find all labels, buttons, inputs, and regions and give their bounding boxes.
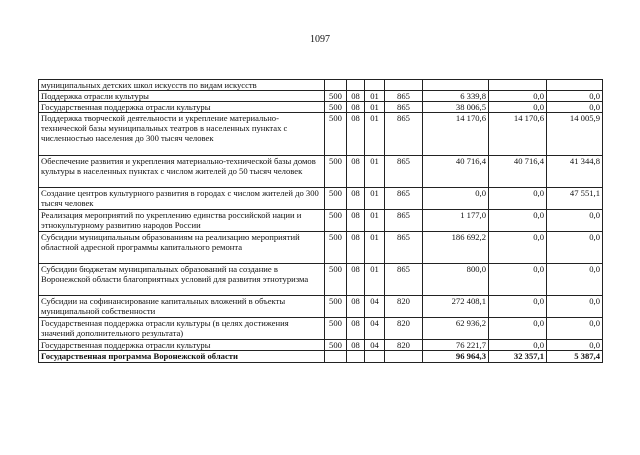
code-cell: 01 (365, 188, 385, 210)
value-cell: 0,0 (547, 296, 603, 318)
value-cell: 5 387,4 (547, 351, 603, 363)
code-cell: 865 (385, 264, 423, 296)
code-cell: 500 (325, 113, 347, 156)
value-cell: 0,0 (489, 232, 547, 264)
row-name-cell: Государственная поддержка отрасли культуры (39, 340, 325, 351)
code-cell: 01 (365, 264, 385, 296)
code-cell: 500 (325, 318, 347, 340)
code-cell: 865 (385, 91, 423, 102)
budget-table (38, 79, 603, 363)
row-name-cell: Реализация мероприятий по укреплению единства российской нации и этнокультурному развитию народов России (39, 210, 325, 232)
value-cell: 0,0 (489, 91, 547, 102)
code-cell: 08 (347, 340, 365, 351)
row-name-cell: Создание центров культурного развития в городах с числом жителей до 300 тысяч человек (39, 188, 325, 210)
value-cell: 0,0 (489, 318, 547, 340)
value-cell: 40 716,4 (489, 156, 547, 188)
code-cell: 500 (325, 188, 347, 210)
code-cell: 08 (347, 91, 365, 102)
table-row (39, 102, 603, 113)
code-cell: 04 (365, 318, 385, 340)
value-cell: 0,0 (547, 232, 603, 264)
value-cell: 0,0 (547, 318, 603, 340)
code-cell: 01 (365, 156, 385, 188)
row-name-cell: Субсидии муниципальным образованиям на реализацию мероприятий областной адресной программы капитального ремонта (39, 232, 325, 264)
code-cell: 01 (365, 91, 385, 102)
code-cell: 820 (385, 318, 423, 340)
value-cell: 38 006,5 (423, 102, 489, 113)
code-cell: 08 (347, 264, 365, 296)
value-cell: 47 551,1 (547, 188, 603, 210)
value-cell: 0,0 (489, 340, 547, 351)
code-cell: 500 (325, 156, 347, 188)
code-cell: 500 (325, 340, 347, 351)
value-cell (547, 80, 603, 91)
code-cell (325, 80, 347, 91)
code-cell: 08 (347, 188, 365, 210)
table-row (39, 318, 603, 340)
value-cell: 41 344,8 (547, 156, 603, 188)
table-row (39, 296, 603, 318)
code-cell: 500 (325, 91, 347, 102)
code-cell: 08 (347, 102, 365, 113)
row-name-cell: Поддержка творческой деятельности и укрепление материально-технической базы муниципальных театров в населенных пунктах с численностью населения до 300 тысяч человек (39, 113, 325, 156)
code-cell: 820 (385, 340, 423, 351)
value-cell: 62 936,2 (423, 318, 489, 340)
value-cell: 14 005,9 (547, 113, 603, 156)
code-cell: 08 (347, 296, 365, 318)
value-cell: 0,0 (489, 188, 547, 210)
value-cell: 1 177,0 (423, 210, 489, 232)
code-cell: 08 (347, 210, 365, 232)
table-row (39, 232, 603, 264)
value-cell: 14 170,6 (489, 113, 547, 156)
code-cell: 500 (325, 210, 347, 232)
code-cell (365, 80, 385, 91)
code-cell: 500 (325, 102, 347, 113)
value-cell: 0,0 (489, 210, 547, 232)
table-row (39, 113, 603, 156)
code-cell: 01 (365, 102, 385, 113)
value-cell: 186 692,2 (423, 232, 489, 264)
page-number: 1097 (310, 34, 330, 45)
value-cell: 800,0 (423, 264, 489, 296)
code-cell (385, 80, 423, 91)
code-cell: 865 (385, 102, 423, 113)
code-cell: 01 (365, 232, 385, 264)
value-cell: 0,0 (547, 102, 603, 113)
code-cell: 820 (385, 296, 423, 318)
code-cell: 01 (365, 113, 385, 156)
value-cell: 0,0 (547, 210, 603, 232)
code-cell (347, 80, 365, 91)
value-cell: 0,0 (423, 188, 489, 210)
table-row (39, 91, 603, 102)
code-cell: 865 (385, 156, 423, 188)
value-cell (489, 80, 547, 91)
code-cell: 865 (385, 113, 423, 156)
value-cell: 40 716,4 (423, 156, 489, 188)
row-name-cell: Государственная программа Воронежской области (39, 351, 325, 363)
row-name-cell: Государственная поддержка отрасли культуры (39, 102, 325, 113)
value-cell: 14 170,6 (423, 113, 489, 156)
total-row (39, 351, 603, 363)
value-cell: 76 221,7 (423, 340, 489, 351)
value-cell: 0,0 (489, 102, 547, 113)
code-cell: 08 (347, 113, 365, 156)
table-row (39, 188, 603, 210)
table-row (39, 264, 603, 296)
code-cell: 08 (347, 318, 365, 340)
code-cell (365, 351, 385, 363)
value-cell: 96 964,3 (423, 351, 489, 363)
value-cell: 0,0 (547, 264, 603, 296)
code-cell: 865 (385, 232, 423, 264)
code-cell: 865 (385, 188, 423, 210)
code-cell: 865 (385, 210, 423, 232)
code-cell: 04 (365, 340, 385, 351)
row-name-cell: муниципальных детских школ искусств по видам искусств (39, 80, 325, 91)
code-cell (325, 351, 347, 363)
value-cell: 0,0 (547, 91, 603, 102)
code-cell (385, 351, 423, 363)
code-cell: 04 (365, 296, 385, 318)
table-row (39, 210, 603, 232)
code-cell (347, 351, 365, 363)
value-cell: 0,0 (489, 264, 547, 296)
value-cell: 6 339,8 (423, 91, 489, 102)
value-cell: 32 357,1 (489, 351, 547, 363)
table-row (39, 340, 603, 351)
value-cell (423, 80, 489, 91)
row-name-cell: Субсидии бюджетам муниципальных образований на создание в Воронежской области благоприятных условий для развития этнотуризма (39, 264, 325, 296)
code-cell: 08 (347, 232, 365, 264)
value-cell: 0,0 (547, 340, 603, 351)
row-name-cell: Поддержка отрасли культуры (39, 91, 325, 102)
table-row (39, 80, 603, 91)
value-cell: 0,0 (489, 296, 547, 318)
row-name-cell: Государственная поддержка отрасли культуры (в целях достижения значений дополнительного результата) (39, 318, 325, 340)
row-name-cell: Субсидии на софинансирование капитальных вложений в объекты муниципальной собственности (39, 296, 325, 318)
code-cell: 08 (347, 156, 365, 188)
code-cell: 01 (365, 210, 385, 232)
row-name-cell: Обеспечение развития и укрепления материально-технической базы домов культуры в населенных пунктах с числом жителей до 50 тысяч человек (39, 156, 325, 188)
table-row (39, 156, 603, 188)
code-cell: 500 (325, 296, 347, 318)
code-cell: 500 (325, 264, 347, 296)
value-cell: 272 408,1 (423, 296, 489, 318)
code-cell: 500 (325, 232, 347, 264)
